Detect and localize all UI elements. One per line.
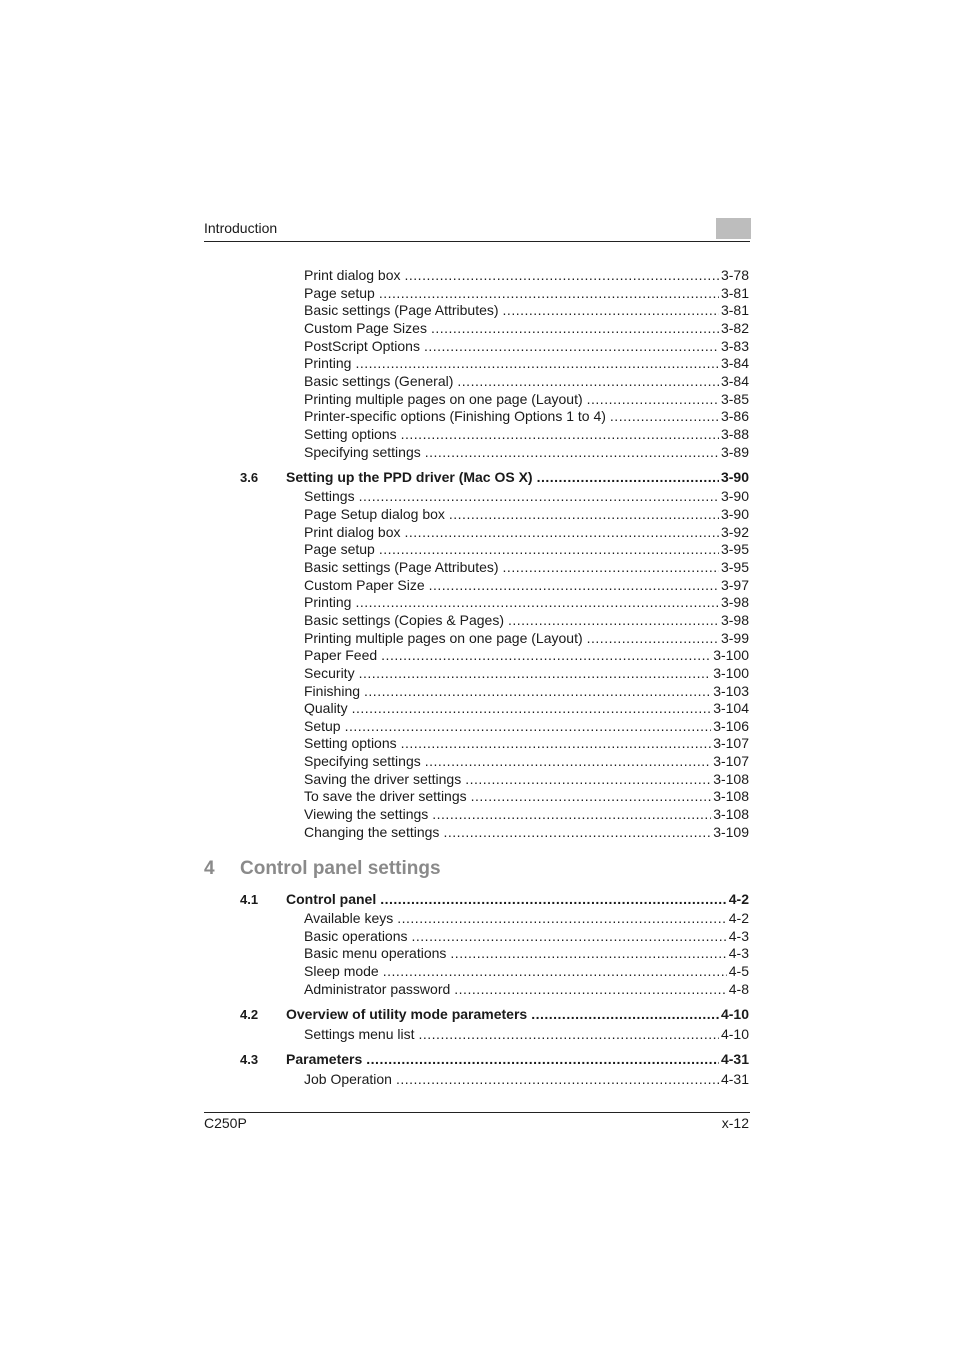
dot-leader (379, 284, 719, 302)
dot-leader (424, 337, 719, 355)
toc-entry-page: 3-98 (720, 594, 749, 610)
toc-entry-page: 4-31 (720, 1071, 749, 1087)
toc-entry-label: Settings menu list (304, 1026, 415, 1042)
dot-leader (380, 890, 727, 908)
dot-leader (419, 1025, 719, 1043)
toc-entry[interactable] (304, 487, 749, 505)
toc-entry-label: Page setup (304, 285, 375, 301)
toc-entry-page: 3-90 (720, 506, 749, 522)
toc-entry-page: 3-81 (720, 285, 749, 301)
toc-entry[interactable] (304, 505, 749, 523)
toc-entry[interactable] (304, 682, 749, 700)
dot-leader (396, 1070, 719, 1088)
toc-entry-page: 3-84 (720, 373, 749, 389)
toc-entry-page: 3-108 (713, 806, 749, 822)
dot-leader (429, 576, 719, 594)
chapter-number: 4 (204, 858, 215, 879)
toc-entry-page: 3-100 (713, 665, 749, 681)
toc-entry-page: 3-82 (720, 320, 749, 336)
section-number: 4.3 (240, 1052, 259, 1067)
toc-entry-label: Custom Paper Size (304, 577, 425, 593)
toc-entry[interactable] (304, 927, 749, 945)
toc-entry-page: 4-5 (728, 963, 749, 979)
dot-leader (355, 354, 719, 372)
toc-entry[interactable] (304, 805, 749, 823)
dot-leader (405, 266, 719, 284)
toc-entry-page: 4-8 (728, 981, 749, 997)
dot-leader (471, 787, 712, 805)
toc-entry-page: 3-88 (720, 426, 749, 442)
footer-model: C250P (204, 1115, 247, 1131)
toc-entry-label: Print dialog box (304, 524, 401, 540)
toc-entry-page: 3-92 (720, 524, 749, 540)
dot-leader (508, 611, 719, 629)
dot-leader (431, 319, 719, 337)
toc-entry-page: 3-108 (713, 771, 749, 787)
toc-entry-page: 3-108 (713, 788, 749, 804)
toc-entry-label: Basic settings (Page Attributes) (304, 559, 499, 575)
toc-entry-page: 3-107 (713, 753, 749, 769)
toc-entry-label: Printing (304, 355, 352, 371)
toc-entry-page: 4-31 (720, 1051, 749, 1067)
section-number: 4.1 (240, 892, 259, 907)
toc-section-entry[interactable] (286, 1050, 749, 1068)
toc-entry-label: Setting options (304, 735, 397, 751)
toc-entry-page: 3-109 (713, 824, 749, 840)
dot-leader (425, 752, 711, 770)
toc-entry[interactable] (304, 629, 749, 647)
running-header-title: Introduction (204, 220, 278, 236)
toc-section-entry[interactable] (286, 468, 749, 486)
toc-entry-page: 3-104 (713, 700, 749, 716)
toc-entry-page: 4-3 (728, 928, 749, 944)
dot-leader (425, 443, 719, 461)
toc-entry[interactable] (304, 944, 749, 962)
toc-entry-label: Quality (304, 700, 348, 716)
toc-entry-label: Page setup (304, 541, 375, 557)
dot-leader (364, 682, 711, 700)
toc-entry-page: 3-83 (720, 338, 749, 354)
toc-entry-label: Finishing (304, 683, 361, 699)
toc-entry-page: 3-95 (720, 559, 749, 575)
toc-entry[interactable] (304, 540, 749, 558)
dot-leader (457, 372, 719, 390)
toc-entry-page: 3-100 (713, 647, 749, 663)
toc-entry[interactable] (304, 699, 749, 717)
toc-entry[interactable] (304, 734, 749, 752)
toc-entry[interactable] (304, 337, 749, 355)
dot-leader (352, 699, 712, 717)
toc-entry[interactable] (304, 558, 749, 576)
dot-leader (450, 944, 726, 962)
dot-leader (355, 593, 719, 611)
footer-rule (204, 1112, 750, 1113)
dot-leader (412, 927, 727, 945)
dot-leader (449, 505, 719, 523)
toc-section-entry[interactable] (286, 1005, 749, 1023)
toc-entry-label: Administrator password (304, 981, 451, 997)
toc-entry-label: Security (304, 665, 355, 681)
toc-entry-label: Custom Page Sizes (304, 320, 427, 336)
toc-entry[interactable] (304, 425, 749, 443)
dot-leader (381, 646, 711, 664)
toc-entry-page: 3-86 (720, 408, 749, 424)
toc-entry-label: Printing multiple pages on one page (Layout) (304, 391, 583, 407)
toc-entry[interactable] (304, 909, 749, 927)
toc-entry[interactable] (304, 1070, 749, 1088)
toc-entry-label: Control panel (286, 891, 377, 907)
toc-entry-label: Printer-specific options (Finishing Options 1 to 4) (304, 408, 606, 424)
toc-entry[interactable] (304, 319, 749, 337)
dot-leader (401, 734, 712, 752)
dot-leader (465, 770, 711, 788)
dot-leader (359, 664, 712, 682)
toc-entry-label: Settings (304, 488, 355, 504)
dot-leader (366, 1050, 719, 1068)
dot-leader (587, 390, 719, 408)
chapter-heading (204, 857, 441, 881)
dot-leader (432, 805, 711, 823)
toc-entry[interactable] (304, 646, 749, 664)
dot-leader (379, 540, 719, 558)
toc-entry[interactable] (304, 576, 749, 594)
section-number: 3.6 (240, 470, 259, 485)
toc-entry-label: Setting up the PPD driver (Mac OS X) (286, 469, 533, 485)
toc-entry-label: Overview of utility mode parameters (286, 1006, 528, 1022)
dot-leader (503, 558, 719, 576)
toc-entry-page: 3-90 (720, 488, 749, 504)
dot-leader (405, 523, 719, 541)
toc-entry-page: 4-2 (728, 891, 749, 907)
toc-entry[interactable] (304, 390, 749, 408)
dot-leader (383, 962, 727, 980)
toc-entry[interactable] (304, 980, 749, 998)
toc-entry-label: Parameters (286, 1051, 363, 1067)
toc-entry[interactable] (304, 301, 749, 319)
toc-entry-label: Paper Feed (304, 647, 378, 663)
toc-section-entry[interactable] (286, 890, 749, 908)
toc-entry[interactable] (304, 443, 749, 461)
toc-entry[interactable] (304, 770, 749, 788)
toc-entry[interactable] (304, 787, 749, 805)
toc-entry-label: Basic settings (Page Attributes) (304, 302, 499, 318)
toc-entry-page: 3-97 (720, 577, 749, 593)
toc-entry-page: 4-10 (720, 1006, 749, 1022)
toc-entry-page: 4-2 (728, 910, 749, 926)
toc-entry-label: Print dialog box (304, 267, 401, 283)
toc-entry[interactable] (304, 611, 749, 629)
toc-entry[interactable] (304, 354, 749, 372)
toc-entry-page: 3-99 (720, 630, 749, 646)
toc-entry-label: Available keys (304, 910, 394, 926)
dot-leader (587, 629, 719, 647)
toc-entry-label: Basic menu operations (304, 945, 447, 961)
dot-leader (503, 301, 719, 319)
toc-entry-label: Page Setup dialog box (304, 506, 445, 522)
toc-entry-page: 3-84 (720, 355, 749, 371)
toc-entry-page: 3-85 (720, 391, 749, 407)
toc-entry[interactable] (304, 1025, 749, 1043)
toc-entry-page: 3-81 (720, 302, 749, 318)
toc-entry-page: 3-106 (713, 718, 749, 734)
toc-entry-page: 3-89 (720, 444, 749, 460)
toc-entry[interactable] (304, 752, 749, 770)
toc-entry-label: Job Operation (304, 1071, 392, 1087)
footer-page-number: x-12 (721, 1115, 749, 1131)
dot-leader (537, 468, 719, 486)
toc-entry-label: Specifying settings (304, 444, 421, 460)
dot-leader (345, 717, 712, 735)
dot-leader (359, 487, 719, 505)
toc-entry-label: Printing multiple pages on one page (Layout) (304, 630, 583, 646)
toc-entry-label: Basic settings (General) (304, 373, 454, 389)
toc-entry[interactable] (304, 823, 749, 841)
dot-leader (610, 407, 719, 425)
toc-entry-label: To save the driver settings (304, 788, 467, 804)
toc-entry-label: Setup (304, 718, 341, 734)
toc-entry[interactable] (304, 266, 749, 284)
toc-entry[interactable] (304, 523, 749, 541)
toc-entry-label: Saving the driver settings (304, 771, 462, 787)
toc-entry-label: Changing the settings (304, 824, 440, 840)
dot-leader (454, 980, 726, 998)
toc-entry-page: 4-10 (720, 1026, 749, 1042)
toc-entry-label: Basic settings (Copies & Pages) (304, 612, 504, 628)
toc-entry-page: 3-78 (720, 267, 749, 283)
chapter-title: Control panel settings (240, 858, 441, 879)
toc-entry-page: 3-107 (713, 735, 749, 751)
toc-entry[interactable] (304, 664, 749, 682)
toc-entry[interactable] (304, 717, 749, 735)
toc-entry-page: 3-98 (720, 612, 749, 628)
toc-entry-page: 3-95 (720, 541, 749, 557)
toc-entry-label: Viewing the settings (304, 806, 429, 822)
toc-entry-label: PostScript Options (304, 338, 420, 354)
toc-entry-label: Sleep mode (304, 963, 379, 979)
dot-leader (397, 909, 727, 927)
toc-entry[interactable] (304, 372, 749, 390)
toc-entry[interactable] (304, 962, 749, 980)
dot-leader (401, 425, 719, 443)
dot-leader (531, 1005, 719, 1023)
toc-entry-page: 3-103 (713, 683, 749, 699)
toc-entry-label: Printing (304, 594, 352, 610)
toc-entry-label: Setting options (304, 426, 397, 442)
toc-entry-page: 4-3 (728, 945, 749, 961)
toc-entry[interactable] (304, 407, 749, 425)
section-number: 4.2 (240, 1007, 259, 1022)
toc-entry-page: 3-90 (720, 469, 749, 485)
toc-entry[interactable] (304, 593, 749, 611)
toc-entry-label: Basic operations (304, 928, 408, 944)
dot-leader (443, 823, 711, 841)
toc-entry[interactable] (304, 284, 749, 302)
toc-entry-label: Specifying settings (304, 753, 421, 769)
